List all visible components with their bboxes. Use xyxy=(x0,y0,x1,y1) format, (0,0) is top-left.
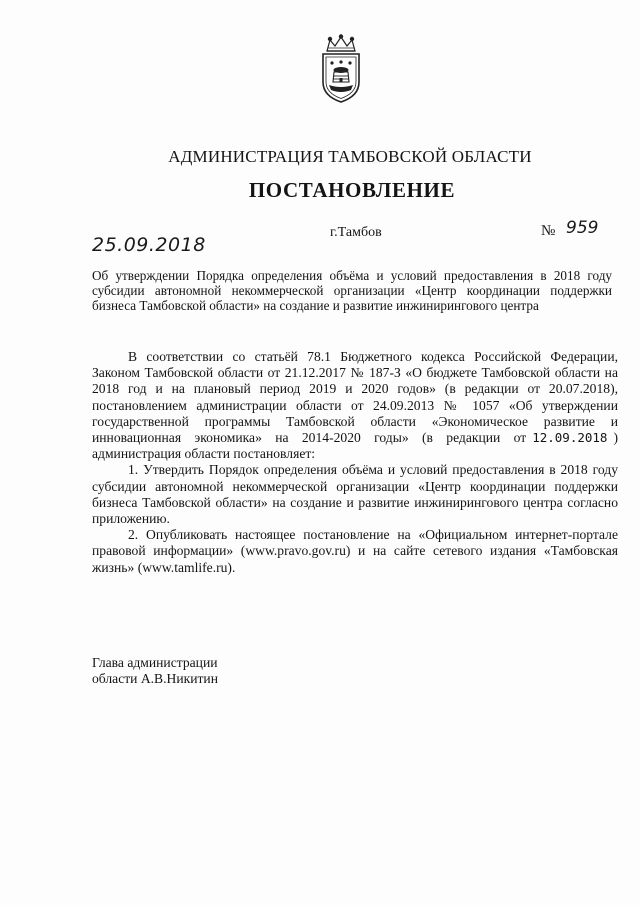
organization-title: АДМИНИСТРАЦИЯ ТАМБОВСКОЙ ОБЛАСТИ xyxy=(168,147,532,166)
preamble-text-end: ) администрация области постановляет: xyxy=(92,430,618,462)
signature-block xyxy=(92,655,218,687)
preamble-text-start: В соответствии со статьёй 78.1 Бюджетного кодекса Российской Федерации, Законом Тамбовской области от 21.12.2017 № 187-З «О бюджете Тамбовской области на 2018 год и на плановый период 2019 и 2020 годов» (в редакции от 20.07.2018), постановлением администрации области от 24.09.2013 № 1057 «Об утверждении государственной программы Тамбовской области «Экономическое развитие и инновационная экономика» на 2014-2020 годы» (в редакции от xyxy=(92,349,618,446)
preamble-typed-date: 12.09.2018 xyxy=(532,430,608,446)
tambov-coat-of-arms-icon xyxy=(318,34,364,104)
document-city: г.Тамбов xyxy=(330,225,382,240)
document-date-handwritten: 25.09.2018 xyxy=(92,234,206,256)
document-number-handwritten: 959 xyxy=(566,218,599,238)
resolution-item-2: 2. Опубликовать настоящее постановление на «Официальном интернет-портале правовой информации» (www.pravo.gov.ru) и на сайте сетевого издания «Тамбовская жизнь» (www.tamlife.ru). xyxy=(92,527,618,575)
document-type-title: ПОСТАНОВЛЕНИЕ xyxy=(248,178,456,202)
document-number-label: № xyxy=(541,223,556,239)
document-subject: Об утверждении Порядка определения объёма и условий предоставления в 2018 году субсидии автономной некоммерческой организации «Центр координации поддержки бизнеса Тамбовской области» на создание и развитие инжинирингового центра xyxy=(92,268,612,313)
signature-position: Глава администрации xyxy=(92,655,218,670)
preamble-paragraph xyxy=(92,349,618,462)
document-body xyxy=(92,349,618,576)
resolution-item-1: 1. Утвердить Порядок определения объёма и условий предоставления в 2018 году субсидии автономной некоммерческой организации «Центр координации поддержки бизнеса Тамбовской области» на создание и развитие инжинирингового центра согласно приложению. xyxy=(92,462,618,527)
signature-name: области А.В.Никитин xyxy=(92,671,218,686)
